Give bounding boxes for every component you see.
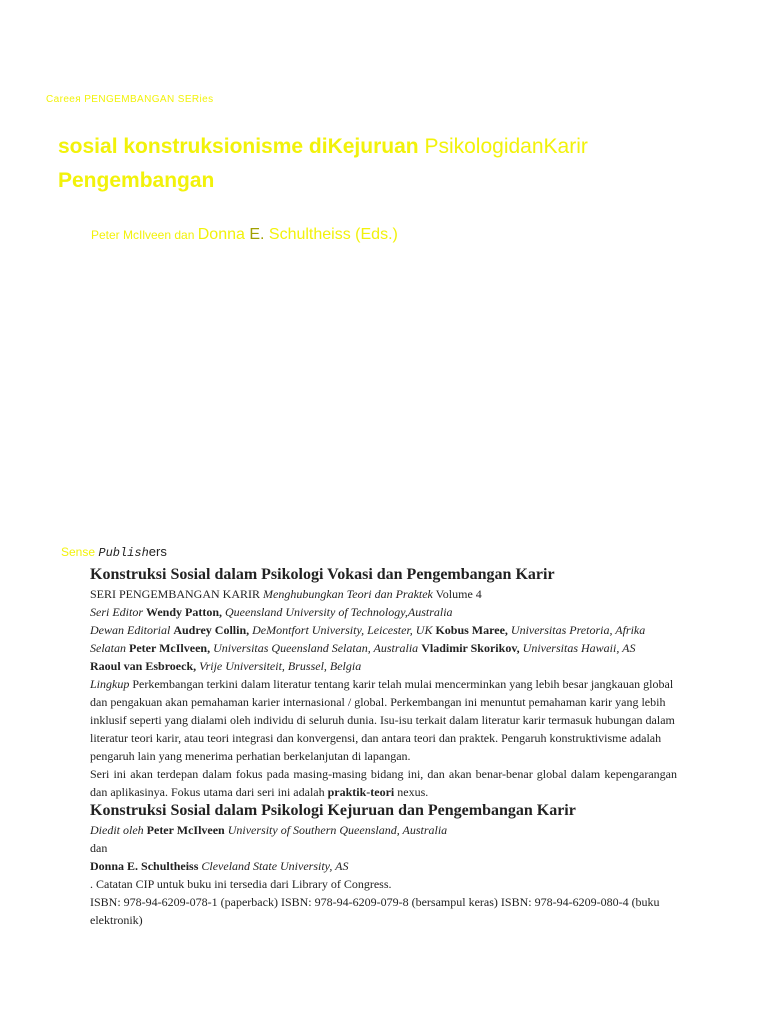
series-label: Careeя PENGEMBANGAN SERies [46,94,214,105]
board-member-affiliation: Universitas Queensland Selatan, Australia [210,641,422,655]
author-initial: E. [249,226,265,243]
board-member-affiliation: Universitas Pretoria, Afrika Selatan [90,623,646,655]
scope-text: Perkembangan terkini dalam literatur tentang karir telah mulai mencerminkan yang lebih besar jangkauan global dan pengakuan akan pemahaman karier internasional / global. Perkembangan ini menuntut pemahaman karir yang lebih inklusif seperti yang dialami oleh individu di seluruh dunia. Isu-isu terkait dalam literatur karir termasuk hubungan dalam literatur teori karir, atau teori integrasi dan konvergensi, dan antara teori dan praktek. Pengaruh konstruktivisme adalah pengaruh lain yang menerima perhatian berkelanjutan di lapangan. [90,677,675,763]
publisher-publish: Publish [98,546,149,560]
series-editor [90,603,677,621]
series-subtitle: Menghubungkan Teori dan Praktek [263,587,433,601]
edited-label: Diedit oleh [90,823,147,837]
title-bold-part: sosial konstruksionisme diKejuruan [58,135,425,158]
edited-by [90,821,677,839]
second-editor [90,857,677,875]
author-surname-eds: Schultheiss (Eds.) [264,226,398,243]
series-info [90,565,677,929]
board-member-name: Raoul van Esbroeck, [90,659,197,673]
editorial-board [90,621,677,675]
publisher-ers: ers [148,544,167,559]
series-heading: Konstruksi Sosial dalam Psikologi Vokasi dan Pengembangan Karir [90,566,555,583]
board-label: Dewan Editorial [90,623,174,637]
series-text-end: nexus. [394,785,429,799]
editor-2-affiliation: Cleveland State University, AS [198,859,349,873]
authors-prefix: Peter McIlveen dan [91,228,198,242]
board-member-affiliation: Vrije Universiteit, Brussel, Belgia [196,659,362,673]
book-heading: Konstruksi Sosial dalam Psikologi Kejuruan dan Pengembangan Karir [90,802,576,819]
editor-1-affiliation: University of Southern Queensland, Australia [224,823,448,837]
board-member-affiliation: Universitas Hawaii, AS [519,641,636,655]
editor-name: Wendy Patton, [146,605,223,619]
board-member-affiliation: DeMontfort University, Leicester, UK [249,623,436,637]
title-line2: Pengembangan [58,169,215,192]
editor-label: Seri Editor [90,605,146,619]
editor-affiliation: Queensland University of Technology,Australia [222,605,453,619]
isbn-list: ISBN: 978-94-6209-078-1 (paperback) ISBN: 978-94-6209-079-8 (bersampul keras) ISBN: 978-94-6209-080-4 (buku elektronik) [90,895,660,927]
series-paragraph [90,765,677,801]
author-donna: Donna [197,226,250,243]
publisher-sense: Sense [61,545,96,559]
title-regular-part: PsikologidanKarir [424,135,588,158]
publisher-logo [61,544,167,560]
cip-note: . Catatan CIP untuk buku ini tersedia dari Library of Congress. [90,877,392,891]
series-line [90,585,677,603]
board-member-name: Vladimir Skorikov, [421,641,520,655]
book-title [58,130,748,198]
scope-label: Lingkup [90,677,130,691]
editor-1-name: Peter McIlveen [146,823,225,837]
cover-authors [91,226,398,244]
board-member-name: Kobus Maree, [435,623,508,637]
series-text-bold: praktik-teori [327,785,395,799]
editor-2-name: Donna E. Schultheiss [90,859,199,873]
and-text: dan [90,841,108,855]
board-member-name: Peter McIlveen, [129,641,211,655]
board-member-name: Audrey Collin, [173,623,250,637]
series-volume: Volume 4 [432,587,482,601]
series-name: SERI PENGEMBANGAN KARIR [90,587,264,601]
scope-paragraph [90,675,677,765]
series-text: Seri ini akan terdepan dalam fokus pada masing-masing bidang ini, dan akan benar-benar global dalam kepengarangan dan aplikasinya. Fokus utama dari seri ini adalah [90,767,677,799]
